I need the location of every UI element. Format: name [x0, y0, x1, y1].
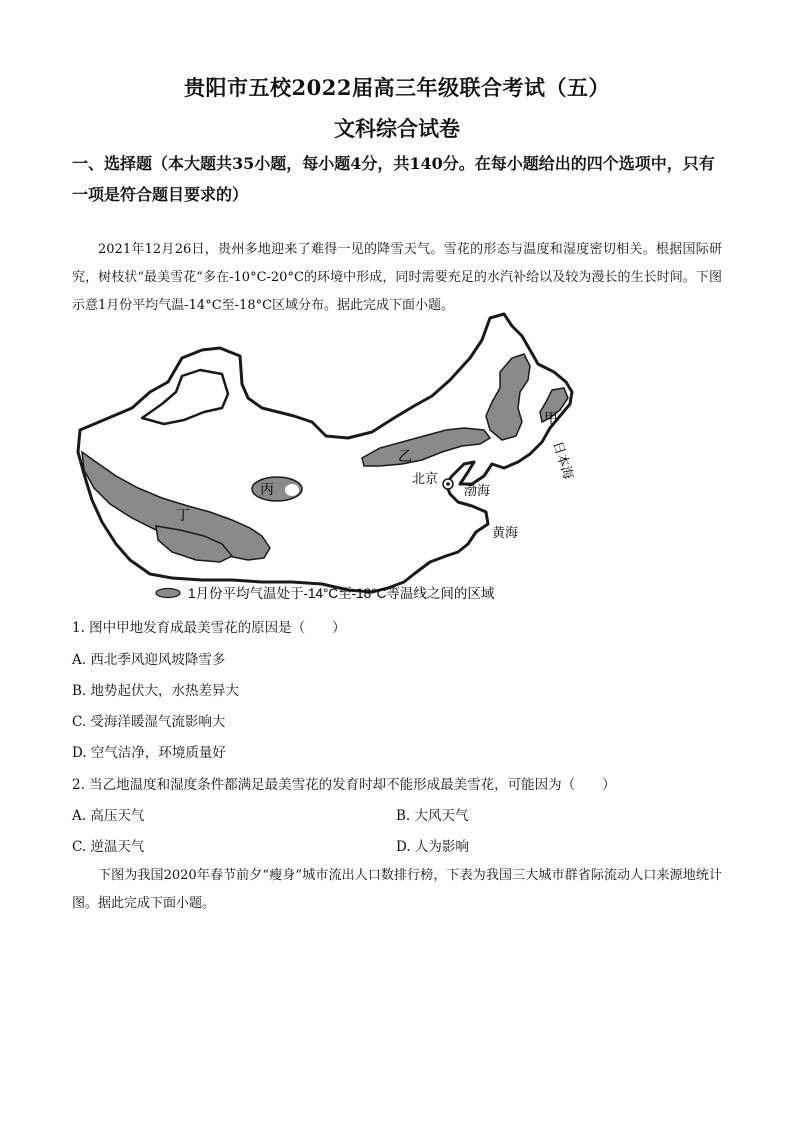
- region-bing-hole: [285, 484, 299, 496]
- label-huanghai: 黄海: [492, 525, 519, 540]
- label-bohai: 渤海: [464, 483, 491, 498]
- question-1-stem: 1. 图中甲地发育成最美雪花的原因是（ ）: [72, 620, 346, 636]
- china-outline: [78, 314, 572, 592]
- label-ding: 丁: [176, 507, 190, 523]
- label-japan-sea: 日本海: [550, 439, 577, 482]
- passage-1: 2021年12月26日，贵州多地迎来了难得一见的降雪天气。雪花的形态与温度和湿度密切相关。根据国际研究，树枝状“最美雪花”多在-10°C-20°C的环境中形成，同时需要充足的水汽补给以及较为漫长的生长时间。下图示意1月份平均气温-14°C至-18°C区域分布。据此完成下面小题。: [72, 242, 722, 313]
- question-1-option-c: C. 受海洋暖湿气流影响大: [72, 714, 226, 730]
- label-bing: 丙: [260, 481, 274, 497]
- section-heading: 一、选择题（本大题共35小题，每小题4分，共140分。在每小题给出的四个选项中，只有一项是符合题目要求的）: [72, 154, 715, 204]
- question-2-option-c: C. 逆温天气: [72, 839, 145, 855]
- question-2-option-b: B. 大风天气: [396, 808, 469, 824]
- label-jia: 甲: [544, 410, 558, 426]
- legend-text: 1月份平均气温处于-14°C至-18°C等温线之间的区域: [188, 586, 495, 601]
- question-1-option-a: A. 西北季风迎风坡降雪多: [72, 652, 226, 668]
- question-2-option-d: D. 人为影响: [396, 839, 469, 855]
- question-2-option-a: A. 高压天气: [72, 808, 145, 824]
- passage-2: 下图为我国2020年春节前夕“瘦身”城市流出人口数排行榜，下表为我国三大城市群省际流动人口来源地统计图。据此完成下面小题。: [72, 868, 722, 911]
- exam-subtitle: 文科综合试卷: [334, 116, 460, 141]
- label-beijing: 北京: [412, 471, 439, 486]
- legend-swatch: [156, 589, 180, 598]
- temperature-region-map: [72, 312, 592, 607]
- label-yi: 乙: [398, 448, 412, 464]
- exam-title: 贵阳市五校2022届高三年级联合考试（五）: [184, 75, 610, 100]
- question-1-option-b: B. 地势起伏大，水热差异大: [72, 683, 240, 699]
- beijing-marker-dot: [446, 482, 450, 486]
- question-1-option-d: D. 空气洁净，环境质量好: [72, 745, 226, 761]
- question-2-stem: 2. 当乙地温度和湿度条件都满足最美雪花的发育时却不能形成最美雪花，可能因为（ ）: [72, 777, 616, 793]
